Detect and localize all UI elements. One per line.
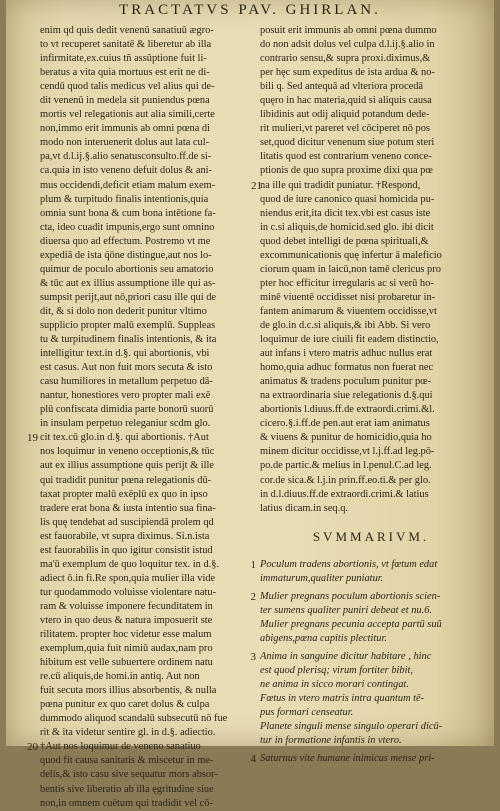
line-text: ciorum quam in laicū,non tamē clericus pro bbox=[260, 263, 441, 275]
line-text: rilitatem. propter hoc videtur esse malum bbox=[40, 629, 212, 641]
text-line bbox=[27, 431, 254, 445]
summary-line bbox=[260, 572, 482, 586]
text-line bbox=[260, 417, 482, 431]
summary-line-text: immaturum,qualiter puniatur. bbox=[260, 572, 384, 584]
right-column bbox=[250, 24, 482, 770]
line-text: loquimur de iure ciuili fit eadem distinctio, bbox=[260, 334, 439, 346]
line-text: per hęc sum expeditus de ista ardua & no- bbox=[260, 67, 435, 79]
right-column-body bbox=[251, 24, 482, 516]
line-text: posuit erit immunis ab omni pœna dummo bbox=[260, 25, 437, 36]
summary-line bbox=[250, 590, 482, 604]
text-line bbox=[40, 375, 254, 389]
line-text: vtero in quo deus & natura imposuerit ste bbox=[40, 614, 213, 626]
text-line bbox=[40, 684, 254, 698]
line-text: est fauorabilis in quo igitur consistit istud bbox=[40, 544, 213, 556]
text-line bbox=[260, 375, 482, 389]
summary-line bbox=[250, 752, 482, 766]
line-text: est fauorabile, vt supra diximus. Si.n.ista bbox=[40, 530, 210, 542]
line-text: delis,& isto casu sive sequatur mors absor- bbox=[40, 769, 218, 781]
text-line bbox=[260, 136, 482, 150]
summary-line-text: abigens,pœna capitis plectitur. bbox=[260, 632, 387, 644]
text-line bbox=[40, 24, 254, 38]
line-text: ma'ū exemplum de quo loquitur tex. in d.§. bbox=[40, 558, 220, 570]
text-line bbox=[260, 249, 482, 263]
summary-list bbox=[250, 558, 482, 771]
text-line bbox=[260, 459, 482, 473]
line-text: latius dicam.in seq.q. bbox=[260, 502, 349, 514]
text-line bbox=[40, 783, 254, 797]
text-line bbox=[40, 797, 254, 811]
text-line bbox=[40, 459, 254, 473]
line-text: casu humiliores in metallum perpetuo dā- bbox=[40, 376, 213, 388]
summary-line-text: pus formari censeatur. bbox=[260, 707, 354, 719]
text-line bbox=[40, 164, 254, 178]
summary-line-text: Mulier pregnans pecunia accepta partū suū bbox=[260, 618, 442, 630]
line-text: intelligitur text.in d.§. qui abortionis, vbi bbox=[40, 348, 210, 360]
text-line bbox=[40, 235, 254, 249]
margin-number: 21 bbox=[251, 179, 262, 192]
line-text: fuit secuta mors illius absorbentis, & nulla bbox=[40, 685, 217, 697]
summary-number: 2 bbox=[250, 590, 256, 603]
summary-number: 3 bbox=[250, 650, 256, 663]
text-line bbox=[260, 431, 482, 445]
line-text: aut infans i vtero matris adhuc nullus erat bbox=[260, 348, 433, 360]
line-text: sumpsit perijt,aut nō,priori casu ille qui de bbox=[40, 291, 217, 303]
text-line bbox=[40, 389, 254, 403]
line-text: na extraordinaria siue relegationis d.§.qui bbox=[260, 390, 433, 402]
text-line bbox=[40, 530, 254, 544]
summary-line bbox=[260, 706, 482, 720]
text-line bbox=[260, 305, 482, 319]
line-text: & tūc aut ex illius assumptione ille qui as- bbox=[40, 277, 216, 289]
text-line bbox=[40, 108, 254, 122]
summary-line bbox=[250, 558, 482, 572]
line-text: plum & turpitudo finalis intentionis,quia bbox=[40, 193, 209, 205]
text-line bbox=[260, 80, 482, 94]
summary-line bbox=[260, 692, 482, 706]
line-text: beratus a vita quia mortuus est erit ne di- bbox=[40, 67, 210, 79]
text-line bbox=[40, 319, 254, 333]
line-text: dit, & si dolo non dederit punitur vltimo bbox=[40, 305, 207, 317]
text-line bbox=[260, 164, 482, 178]
text-line bbox=[40, 698, 254, 712]
line-text: minē viuentē occidisset nisi probaretur in- bbox=[260, 291, 436, 303]
line-text: abortionis l.diuus.ff.de extraordi.crimi.&l. bbox=[260, 404, 435, 416]
text-line bbox=[260, 122, 482, 136]
line-text: cicero.§.i.ff.de pen.aut erat iam animatus bbox=[260, 418, 430, 430]
line-text: in insulam perpetuo releganiur scdm glo. bbox=[40, 418, 211, 430]
text-line bbox=[260, 150, 482, 164]
text-line bbox=[40, 136, 254, 150]
line-text: pter hoc efficitur irregularis ac si verū ho- bbox=[260, 277, 434, 289]
left-column bbox=[27, 24, 254, 811]
text-line bbox=[40, 417, 254, 431]
line-text: bentis sive liberatio ab illa ęgritudine siue bbox=[40, 783, 214, 795]
summary-line bbox=[260, 678, 482, 692]
line-text: qui tradidit punitur pœna relegationis dū- bbox=[40, 474, 212, 486]
text-line bbox=[40, 347, 254, 361]
spacer bbox=[260, 766, 482, 770]
line-text: animatus & tradens poculum punitur pœ- bbox=[260, 376, 432, 388]
line-text: exemplum,quia fuit nimiū audax,nam pro bbox=[40, 643, 213, 655]
line-text: in c.si aliquis,de homicid.sed glo. ibi dicit bbox=[260, 221, 434, 233]
line-text: & viuens & punitur de homicidio,quia ho bbox=[260, 432, 432, 444]
text-line bbox=[40, 179, 254, 193]
summary-line bbox=[260, 720, 482, 734]
text-line bbox=[40, 207, 254, 221]
line-text: rit & ita videtur sentire gl. in d.§. adiectio. bbox=[40, 727, 216, 739]
summary-line-text: ne anima in sicco morari contingat. bbox=[260, 679, 409, 691]
text-line bbox=[40, 712, 254, 726]
summary-line-text: Saturnus vite humane inimicus mense pri- bbox=[260, 753, 435, 765]
text-line bbox=[40, 488, 254, 502]
line-text: cit tex.cū glo.in d.§. qui abortionis. †Aut bbox=[40, 432, 209, 444]
text-line bbox=[260, 474, 482, 488]
text-line bbox=[260, 24, 482, 38]
text-line bbox=[260, 389, 482, 403]
line-text: supplicio propter malū exemplū. Suppleas bbox=[40, 319, 216, 331]
text-line bbox=[27, 740, 254, 754]
text-line bbox=[40, 628, 254, 642]
text-line bbox=[260, 291, 482, 305]
line-text: quęro in hac materia,quid si aliquis causa bbox=[260, 95, 432, 107]
text-line bbox=[260, 207, 482, 221]
summary-item bbox=[250, 590, 482, 650]
summary-line-text: est quod plerisq; virum fortiter bibit, bbox=[260, 665, 413, 677]
summary-line-text: Anima in sanguine dicitur habitare , hinc bbox=[260, 650, 432, 662]
summary-line bbox=[250, 650, 482, 664]
text-line bbox=[260, 94, 482, 108]
summary-line-text: Planete singuli mense singulo operari dicū- bbox=[260, 721, 443, 733]
text-line bbox=[260, 263, 482, 277]
text-line bbox=[40, 361, 254, 375]
summary-line-text: ter sumens qualiter puniri debeat et nu.6. bbox=[260, 604, 433, 616]
line-text: de glo.in d.c.si aliquis,& ibi Abb. Si vero bbox=[260, 319, 431, 331]
text-line bbox=[40, 263, 254, 277]
summary-line-text: Poculum tradens abortionis, vt fœtum edat bbox=[260, 558, 438, 570]
line-text: ptionis de quo supra proxime dixi qua pœ bbox=[260, 165, 433, 177]
line-text: rit mulieri,vt pareret vel cōciperet nō pos bbox=[260, 123, 430, 135]
text-line bbox=[40, 38, 254, 52]
text-line bbox=[40, 572, 254, 586]
line-text: enim qd quis dedit venenū sanatiuū ægro- bbox=[40, 25, 214, 36]
summary-heading: SVMMARIVM. bbox=[312, 528, 430, 544]
text-line bbox=[260, 108, 482, 122]
line-text: tu & turpitudinem finalis intentionis, & ita bbox=[40, 334, 217, 346]
text-line bbox=[40, 600, 254, 614]
line-text: nantur, honestiores vero propter mali exē bbox=[40, 390, 211, 402]
text-line bbox=[260, 235, 482, 249]
text-line bbox=[40, 754, 254, 768]
line-text: non,in omnem cuētum qui tradidit vel cō- bbox=[40, 797, 213, 809]
line-text: plū confiscata dimidia parte bonorū suorū bbox=[40, 404, 214, 416]
text-line bbox=[40, 502, 254, 516]
text-line bbox=[40, 586, 254, 600]
line-text: homo,quia adhuc formatus non fuerat nec bbox=[260, 362, 434, 374]
summary-line bbox=[260, 734, 482, 748]
text-line bbox=[260, 445, 482, 459]
text-line bbox=[260, 52, 482, 66]
text-line bbox=[40, 66, 254, 80]
line-text: dummodo aliquod scandalū subsecutū nō fue bbox=[40, 713, 228, 725]
text-line bbox=[260, 502, 482, 516]
line-text: mortis vel relegationis aut alia simili,certe bbox=[40, 109, 215, 121]
summary-line-text: tur in formatione infantis in vtero. bbox=[260, 735, 402, 747]
line-text: cor.de sica.& l.j.in prin.ff.eo.ti.& per glo. bbox=[260, 474, 431, 486]
line-text: adiect ō.in fi.Re spon,quia mulier illa vide bbox=[40, 572, 216, 584]
text-line bbox=[260, 38, 482, 52]
text-line bbox=[40, 333, 254, 347]
running-head: TRACTATVS PAV. GHIRLAN. bbox=[119, 2, 381, 18]
text-line bbox=[40, 726, 254, 740]
line-text: fantem animarum & viuentem occidisse,vt bbox=[260, 305, 437, 317]
line-text: mus occidendi,deficit etiam malum exem- bbox=[40, 179, 216, 191]
text-line bbox=[40, 277, 254, 291]
line-text: non,immo erit immunis ab omni pœna di bbox=[40, 123, 210, 135]
text-line bbox=[260, 333, 482, 347]
line-text: bili q. Sed antequā ad vlteriora procedā bbox=[260, 81, 424, 93]
line-text: quod de iure canonico quasi homicida pu- bbox=[260, 193, 435, 205]
text-line bbox=[40, 193, 254, 207]
line-text: tur quodammodo voluisse violentare natu- bbox=[40, 586, 217, 598]
line-text: nos loquimur in veneno occeptionis,& tūc bbox=[40, 446, 215, 458]
text-line bbox=[40, 642, 254, 656]
line-text: lis quę tendebat ad suscipiendā prolem qd bbox=[40, 516, 214, 528]
line-text: infirmitate,ex.cuius tñ assūptione fuit li- bbox=[40, 53, 207, 65]
text-line bbox=[40, 544, 254, 558]
line-text: diuersa quo ad effectum. Postremo vt me bbox=[40, 235, 211, 247]
margin-number: 20 bbox=[27, 741, 38, 754]
line-text: pœna punitur ex quo caret dolus & culpa bbox=[40, 699, 210, 711]
margin-number: 19 bbox=[27, 432, 38, 445]
line-text: quod fit causa sanitatis & miscetur in me- bbox=[40, 755, 214, 767]
line-text: na ille qui tradidit puniatur. †Respond, bbox=[260, 179, 421, 191]
text-line bbox=[40, 474, 254, 488]
line-text: tradere erat bona & iusta intentio sua fina- bbox=[40, 502, 216, 514]
line-text: expediā de ista q̄ōne distingue,aut nos lo- bbox=[40, 249, 212, 261]
line-text: hibitum est velle subuertere ordinem natu bbox=[40, 657, 213, 669]
line-text: in d.l.diuus.ff.de extraordi.crimi.& latius bbox=[260, 488, 429, 500]
text-line bbox=[260, 347, 482, 361]
text-line bbox=[40, 614, 254, 628]
text-line bbox=[40, 94, 254, 108]
line-text: pa,vt d.l.ij.§.alio senatusconsulto.ff.de si- bbox=[40, 151, 212, 163]
line-text: set,quod dicitur venenum siue potum steri bbox=[260, 137, 435, 149]
line-text: contrario sensu,& supra proxi.diximus,& bbox=[260, 53, 431, 65]
line-text: libidinis aut odij aliquid potandum dede- bbox=[260, 109, 430, 121]
text-line bbox=[40, 516, 254, 530]
text-line bbox=[260, 403, 482, 417]
text-line bbox=[40, 305, 254, 319]
line-text: dit venenū in medela sit puniendus pœna bbox=[40, 95, 210, 107]
summary-number: 4 bbox=[250, 753, 256, 766]
line-text: to vt recuperet sanitatē & liberetur ab illa bbox=[40, 39, 212, 51]
text-line bbox=[40, 670, 254, 684]
summary-line bbox=[260, 604, 482, 618]
text-line bbox=[260, 277, 482, 291]
text-line bbox=[260, 193, 482, 207]
book-page bbox=[6, 0, 494, 809]
text-line bbox=[40, 80, 254, 94]
line-text: cendū quod talis medicus vel alius qui de- bbox=[40, 81, 215, 93]
text-line bbox=[40, 768, 254, 782]
line-text: taxat propter malū exēplū ex quo in ipso bbox=[40, 488, 208, 500]
line-text: litatis quod est contrarium veneno conce- bbox=[260, 151, 432, 163]
text-line bbox=[40, 150, 254, 164]
line-text: modo non interuenerit dolus aut lata cul- bbox=[40, 137, 210, 149]
line-text: est casus. Aut non fuit mors secuta & isto bbox=[40, 362, 213, 374]
text-line bbox=[40, 656, 254, 670]
summary-line-text: Fœtus in vtero matris intra quantum tē- bbox=[260, 693, 425, 705]
line-text: quimur de poculo abortionis seu amatorio bbox=[40, 263, 214, 275]
line-text: re.cū aliquis,de homi.in antiq. Aut non bbox=[40, 671, 200, 683]
line-text: excommunicationis quę infertur ā maleficio bbox=[260, 249, 442, 261]
summary-item bbox=[250, 558, 482, 590]
line-text: do non adsit dolus vel culpa d.l.ij.§.alio in bbox=[260, 39, 435, 51]
summary-item bbox=[250, 650, 482, 752]
text-line bbox=[260, 361, 482, 375]
line-text: ram & voluisse imponere fecunditatem in bbox=[40, 600, 213, 612]
text-line bbox=[40, 122, 254, 136]
line-text: †Aut nos loquimur de veneno sanatiuo bbox=[40, 741, 201, 753]
line-text: po.de partic.& melius in l.penul.C.ad leg. bbox=[260, 460, 432, 472]
text-line bbox=[251, 179, 482, 193]
summary-item bbox=[250, 752, 482, 770]
text-line bbox=[40, 52, 254, 66]
line-text: aut ex illius assumptione quis perijt & ille bbox=[40, 460, 215, 472]
summary-line bbox=[260, 664, 482, 678]
summary-line-text: Mulier pregnans poculum abortionis scien- bbox=[260, 590, 441, 602]
summary-line bbox=[260, 632, 482, 646]
line-text: ca.quia in isto veneno defuit dolus & ani- bbox=[40, 165, 212, 177]
line-text: omnia sunt bona & cum bona intētione fa- bbox=[40, 207, 216, 219]
line-text: niendus erit,ita dicit tex.vbi est casus iste bbox=[260, 207, 431, 219]
text-line bbox=[260, 66, 482, 80]
text-line bbox=[260, 221, 482, 235]
text-line bbox=[40, 445, 254, 459]
text-line bbox=[40, 403, 254, 417]
summary-number: 1 bbox=[250, 558, 256, 571]
line-text: minem dicitur occidisse,vt l.j.ff.ad leg.pō- bbox=[260, 446, 435, 458]
text-line bbox=[40, 249, 254, 263]
text-line bbox=[40, 291, 254, 305]
line-text: cta, ideo cuadit impunis,ergo sunt omnino bbox=[40, 221, 215, 233]
text-line bbox=[260, 319, 482, 333]
text-line bbox=[40, 221, 254, 235]
line-text: quod debet intelligi de pœna spirituali,& bbox=[260, 235, 429, 247]
summary-line bbox=[260, 618, 482, 632]
text-line bbox=[260, 488, 482, 502]
text-line bbox=[40, 558, 254, 572]
